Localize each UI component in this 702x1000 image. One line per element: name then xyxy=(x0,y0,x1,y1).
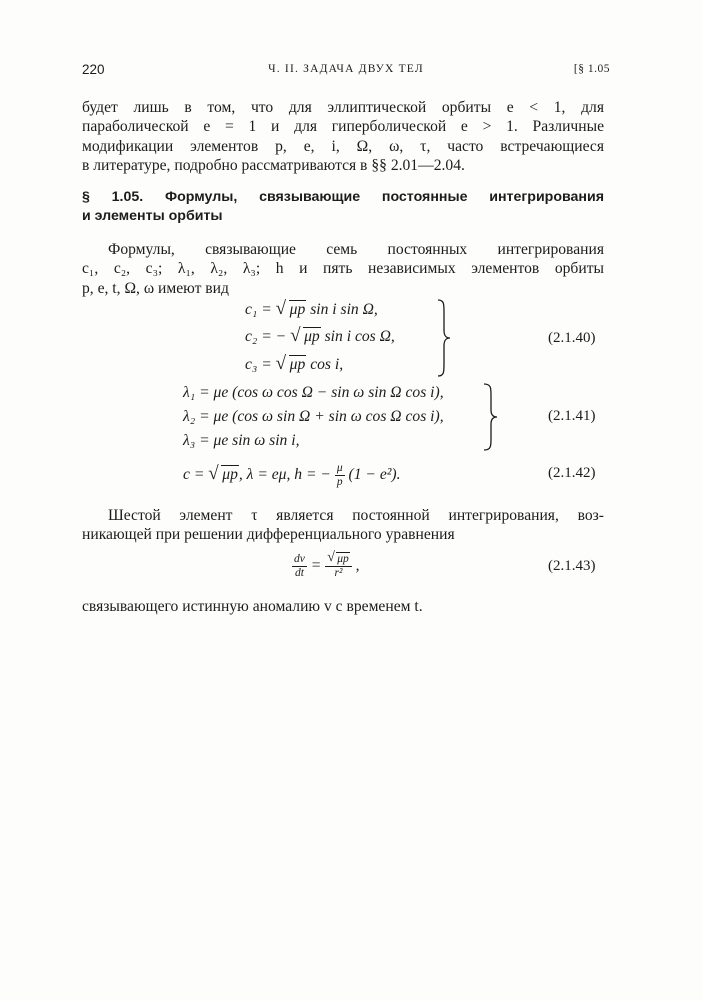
text-line: модификации элементов p, e, i, Ω, ω, τ, часто встречающиеся xyxy=(82,137,604,155)
equation-number: (2.1.40) xyxy=(548,330,596,346)
page-header xyxy=(82,62,610,82)
fraction-denominator: r² xyxy=(334,567,343,579)
page-number: 220 xyxy=(82,62,105,77)
equation-line-lambda2: λ₂ = μe (cos ω sin Ω + sin ω cos Ω cos i), xyxy=(183,408,444,425)
fraction-numerator xyxy=(325,550,352,567)
text-line: c₁, c₂, c₃; λ₁, λ₂, λ₃; h и пять независимых элементов орбиты xyxy=(82,260,604,278)
text-line: p, e, t, Ω, ω имеют вид xyxy=(82,279,229,297)
section-reference: [§ 1.05 xyxy=(573,63,610,75)
sixth-element-paragraph xyxy=(82,506,604,545)
text-line: связывающего истинную аномалию v с временем t. xyxy=(82,598,423,615)
tail: (1 − e²). xyxy=(344,466,401,484)
equation-line-lambda3: λ₃ = μe sin ω sin i, xyxy=(183,432,300,449)
c2-lhs: c₂ = − xyxy=(245,328,291,345)
radicand: μp xyxy=(304,328,320,345)
equation-line-lambda1: λ₁ = μe (cos ω cos Ω − sin ω sin Ω cos i), xyxy=(183,384,444,401)
right-brace xyxy=(436,298,452,378)
text-line: в литературе, подробно рассматриваются в §§ 2.01—2.04. xyxy=(82,156,465,174)
sqrt-mu-p: √ μp xyxy=(275,353,306,374)
equation-line-c1 xyxy=(245,298,378,319)
dv-dt-fraction xyxy=(292,553,307,580)
c2-rhs: sin i cos Ω, xyxy=(320,328,395,345)
heading-line: § 1.05. Формулы, связывающие постоянные интегрирования xyxy=(82,189,604,205)
heading-line: и элементы орбиты xyxy=(82,208,223,224)
intro-paragraph xyxy=(82,98,604,175)
sqrt-mu-p: √ μp xyxy=(208,463,238,485)
radicand: μp xyxy=(289,301,306,318)
sqrt-over-r2-fraction xyxy=(325,550,352,580)
formulas-intro-paragraph xyxy=(82,240,604,298)
tail: , xyxy=(351,557,360,575)
equals-sign: = xyxy=(306,557,326,575)
fraction-numerator: dv xyxy=(294,553,305,565)
sqrt-mu-p: √ μp xyxy=(327,550,349,565)
sqrt-mu-p: √ μp xyxy=(290,325,320,346)
radicand: μp xyxy=(337,553,349,565)
c1-rhs: sin i sin Ω, xyxy=(306,301,378,318)
equation-line xyxy=(183,462,401,489)
c1-lhs: c₁ = xyxy=(245,301,276,318)
equation-line-c3 xyxy=(245,353,344,374)
lambda-and-h: , λ = eμ, h = − xyxy=(238,466,335,484)
c3-lhs: c₃ = xyxy=(245,356,276,373)
radicand: μp xyxy=(222,466,238,484)
text-line: Формулы, связывающие семь постоянных интегрирования xyxy=(108,241,604,258)
mu-over-p-fraction xyxy=(335,462,345,489)
c-lhs: c = xyxy=(183,466,209,484)
closing-line xyxy=(82,597,604,616)
fraction-denominator: p xyxy=(336,476,343,488)
equation-line-c2 xyxy=(245,325,395,346)
fraction-denominator: dt xyxy=(294,567,304,579)
fraction-numerator: μ xyxy=(336,462,343,474)
radicand: μp xyxy=(289,356,306,373)
text-line: параболической e = 1 и для гиперболической e > 1. Различные xyxy=(82,118,604,136)
equation-number: (2.1.42) xyxy=(548,465,596,481)
section-heading xyxy=(82,188,604,226)
equation-line xyxy=(292,550,360,580)
equation-number: (2.1.43) xyxy=(548,558,596,574)
text-line: Шестой элемент τ является постоянной интегрирования, воз- xyxy=(108,507,604,524)
sqrt-mu-p: √ μp xyxy=(275,298,306,319)
right-brace xyxy=(482,382,500,452)
text-line: будет лишь в том, что для эллиптической орбиты e < 1, для xyxy=(82,99,604,116)
text-line: никающей при решении дифференциального уравнения xyxy=(82,526,455,544)
equation-number: (2.1.41) xyxy=(548,408,596,424)
c3-rhs: cos i, xyxy=(306,356,344,373)
running-title: Ч. II. ЗАДАЧА ДВУХ ТЕЛ xyxy=(268,63,424,75)
